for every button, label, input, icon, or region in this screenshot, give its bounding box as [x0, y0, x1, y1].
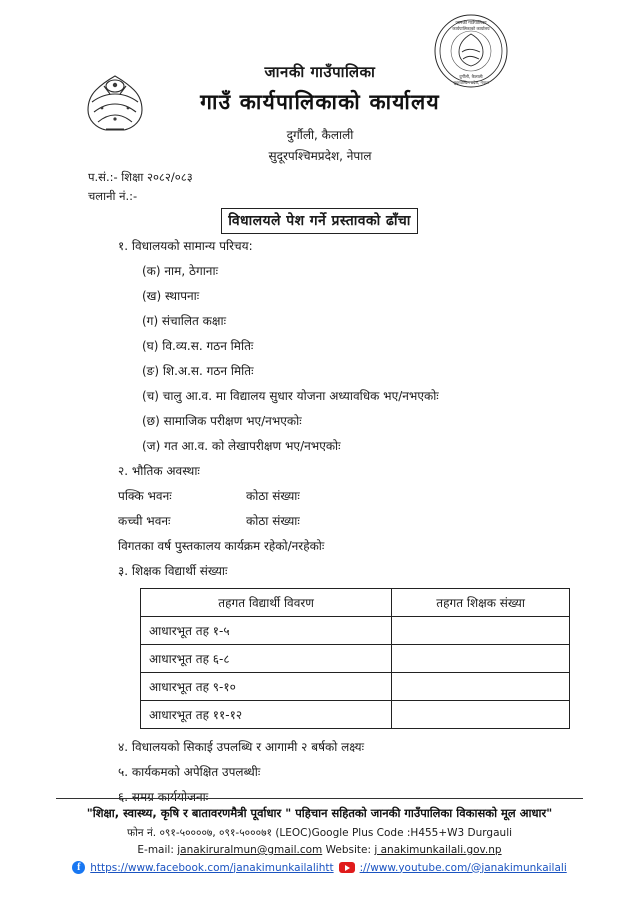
facebook-link[interactable]: https://www.facebook.com/janakimunkailalihtt [90, 861, 334, 874]
section-1-sub-d: (घ) वि.व्य.स. गठन मितिः [142, 339, 254, 353]
section-1-sub-g: (छ) सामाजिक परीक्षण भए/नभएकोः [142, 414, 302, 428]
email-label: E-mail: [137, 844, 174, 856]
section-1-sub-c: (ग) संचालित कक्षाः [142, 314, 227, 328]
org-name: जानकी गाउँपालिका [264, 63, 376, 81]
footer-email-line [0, 844, 639, 856]
email-address[interactable]: janakiruralmun@gmail.com [177, 844, 323, 856]
pakki-room-count-label: कोठा संख्याः [246, 489, 300, 503]
table-cell-count[interactable] [392, 673, 570, 701]
section-5-heading: ५. कार्यकमको अपेक्षित उपलब्धीः [118, 765, 261, 779]
document-footer [0, 798, 639, 874]
svg-text:सुदूरपश्चिम प्रदेश, नेपाल: सुदूरपश्चिम प्रदेश, नेपाल [453, 80, 489, 85]
section-4-heading: ४. विधालयको सिकाई उपलब्धि र आगामी २ बर्षको लक्ष्यः [118, 740, 365, 754]
table-row [141, 617, 570, 645]
document-title: विधालयले पेश गर्ने प्रस्तावको ढाँचा [221, 208, 418, 234]
svg-text:कार्यपालिकाको कार्यालय: कार्यपालिकाको कार्यालय [452, 26, 490, 31]
footer-social-line [0, 861, 639, 874]
section-1-heading: १. विधालयको सामान्य परिचय: [118, 239, 253, 253]
section-1-sub-f: (च) चालु आ.व. मा विद्यालय सुधार योजना अध्यावधिक भए/नभएकोः [142, 389, 439, 403]
nepal-coat-of-arms-icon [82, 72, 148, 134]
table-row [141, 673, 570, 701]
document-title-wrap [0, 208, 639, 234]
website-address[interactable]: j anakimunkailali.gov.np [374, 844, 502, 856]
table-row [141, 701, 570, 729]
document-body [0, 238, 639, 814]
dispatch-number: चलानी नं.:- [88, 189, 138, 203]
table-row [141, 645, 570, 673]
section-1-sub-h: (ज) गत आ.व. को लेखापरीक्षण भए/नभएकोः [142, 439, 341, 453]
svg-text:जानकी गाउँपालिका: जानकी गाउँपालिका [455, 21, 487, 26]
kachhi-room-count-label: कोठा संख्याः [246, 514, 300, 528]
section-1-sub-b: (ख) स्थापनाः [142, 289, 200, 303]
office-address: दुर्गौली, कैलाली [286, 128, 354, 142]
svg-text:दुर्गौली, कैलाली: दुर्गौली, कैलाली [459, 74, 483, 79]
section-3-heading: ३. शिक्षक विद्यार्थी संख्याः [118, 564, 228, 578]
table-cell-count[interactable] [392, 701, 570, 729]
reference-number: प.सं.:- शिक्षा २०८२/०८३ [88, 170, 193, 184]
section-1-sub-e: (ङ) शि.अ.स. गठन मितिः [142, 364, 254, 378]
office-province: सुदूरपश्चिमप्रदेश, नेपाल [268, 149, 372, 163]
table-cell-level: आधारभूत तह ११-१२ [141, 701, 392, 729]
teacher-student-table [140, 588, 570, 729]
teacher-student-table-wrap [0, 588, 639, 729]
table-header-student-detail: तहगत विद्यार्थी विवरण [141, 589, 392, 617]
kachhi-building-label: कच्ची भवनः [118, 514, 171, 528]
document-header [0, 0, 639, 203]
table-cell-level: आधारभूत तह १-५ [141, 617, 392, 645]
section-6-heading: ६. समग्र कार्ययोजनाः [118, 790, 209, 804]
section-2-library-note: विगतका वर्ष पुस्तकालय कार्यक्रम रहेको/नरहेकोः [118, 539, 325, 553]
footer-slogan: "शिक्षा, स्वास्थ्य, कृषि र बातावरणमैत्री पूर्वाधार " पहिचान सहितको जानकी गाउँपालिका विकासको मूल आधार" [86, 806, 553, 820]
website-label: Website: [325, 844, 372, 856]
table-cell-count[interactable] [392, 617, 570, 645]
table-cell-count[interactable] [392, 645, 570, 673]
section-2-row-1 [0, 488, 639, 504]
reference-block [88, 168, 193, 206]
table-header-teacher-count: तहगत शिक्षक संख्या [392, 589, 570, 617]
youtube-link[interactable]: ://www.youtube.com/@janakimunkailali [359, 861, 567, 874]
table-header-row [141, 589, 570, 617]
section-1-sub-a: (क) नाम, ठेगानाः [142, 264, 218, 278]
table-cell-level: आधारभूत तह ६-८ [141, 645, 392, 673]
youtube-icon[interactable] [339, 862, 355, 873]
footer-divider [56, 798, 583, 799]
table-cell-level: आधारभूत तह ९-१० [141, 673, 392, 701]
pakki-building-label: पक्कि भवनः [118, 489, 172, 503]
office-name: गाउँ कार्यपालिकाको कार्यालय [200, 90, 440, 114]
section-2-heading: २. भौतिक अवस्थाः [118, 464, 200, 478]
facebook-icon[interactable]: f [72, 861, 85, 874]
organization-heading [160, 62, 480, 164]
footer-phone: फोन नं. ०९१-५००००७, ०९१-५०००७१ (LEOC)Google Plus Code :H455+W3 Durgauli [126, 827, 513, 839]
section-2-row-2 [0, 513, 639, 529]
